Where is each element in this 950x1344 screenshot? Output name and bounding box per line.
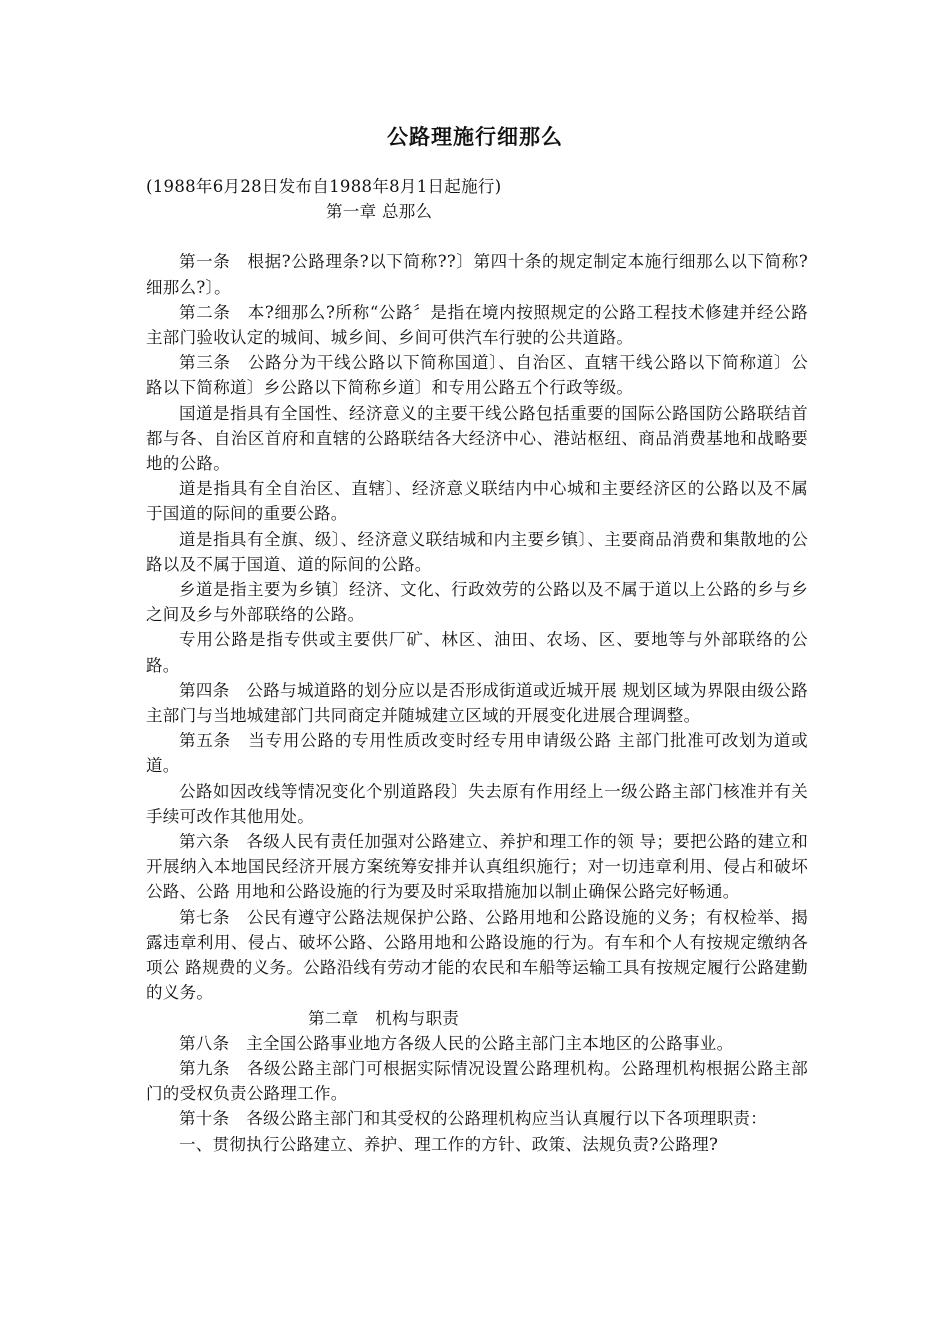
chapter-heading-2: 第二章 机构与职责: [308, 1008, 460, 1028]
paragraph: 第六条 各级人民有责任加强对公路建立、养护和理工作的领 导；要把公路的建立和开展纳入本地国民经济开展方案统筹安排并认真组织施行；对一切违章利用、侵占和破坏公路、公路 用地和公路设施的行为要及时采取措施加以制止确保公路完好畅通。: [146, 832, 808, 902]
paragraph: 公路如因改线等情况变化个别道路段〕失去原有作用经上一级公路主部门核准并有关手续可改作其他用处。: [146, 781, 808, 826]
document-body: [146, 174, 808, 1157]
paragraph: 第二条 本?细那么?所称“公路〞是指在境内按照规定的公路工程技术修建并经公路主部门验收认定的城间、城乡间、乡间可供汽车行驶的公共道路。: [146, 302, 808, 348]
paragraph: 道是指具有全自治区、直辖〕、经济意义联结内中心城和主要经济区的公路以及不属于国道的际间的重要公路。: [146, 479, 808, 524]
paragraph: 第八条 主全国公路事业地方各级人民的公路主部门主本地区的公路事业。: [179, 1033, 734, 1053]
paragraph: 乡道是指主要为乡镇〕经济、文化、行政效劳的公路以及不属于道以上公路的乡与乡之间及乡与外部联络的公路。: [146, 580, 808, 625]
paragraph: 专用公路是指专供或主要供厂矿、林区、油田、农场、区、要地等与外部联络的公路。: [146, 630, 808, 675]
paragraph: 一、贯彻执行公路建立、养护、理工作的方针、政策、法规负责?公路理?: [179, 1134, 719, 1154]
paragraph: 第四条 公路与城道路的划分应以是否形成街道或近城开展 规划区域为界限由级公路主部门与当地城建部门共同商定并随城建立区域的开展变化进展合理调整。: [146, 680, 808, 726]
chapter-heading-1: 第一章 总那么: [326, 202, 433, 222]
paragraph: 第三条 公路分为干线公路以下简称国道〕、自治区、直辖干线公路以下简称道〕公路以下简称道〕乡公路以下简称乡道〕和专用公路五个行政等级。: [146, 353, 808, 398]
paragraph: 第七条 公民有遵守公路法规保护公路、公路用地和公路设施的义务；有权检举、揭露违章利用、侵占、破坏公路、公路用地和公路设施的行为。有车和个人有按规定缴纳各项公 路规费的义务。公路沿线有劳动才能的农民和车船等运输工具有按规定履行公路建勤的义务。: [146, 907, 808, 1003]
paragraph: 第五条 当专用公路的专用性质改变时经专用申请级公路 主部门批准可改划为道或道。: [146, 731, 808, 776]
document-title: 公路理施行细那么: [387, 124, 563, 149]
paragraph: 第一条 根据?公路理条?以下简称??〕第四十条的规定制定本施行细那么以下简称?细那么?〕。: [146, 252, 808, 297]
paragraph: 国道是指具有全国性、经济意义的主要干线公路包括重要的国际公路国防公路联结首都与各、自治区首府和直辖的公路联结各大经济中心、港站枢纽、商品消费基地和战略要 地的公路。: [146, 403, 808, 474]
paragraph: 第九条 各级公路主部门可根据实际情况设置公路理机构。公路理机构根据公路主部门的受权负责公路理工作。: [146, 1058, 808, 1104]
document-subtitle: (1988年6月28日发布自1988年8月1日起施行): [146, 177, 502, 196]
paragraph-gap: [146, 224, 808, 249]
paragraph: 道是指具有全旗、级〕、经济意义联结城和内主要乡镇〕、主要商品消费和集散地的公路以及不属于国道、道的际间的公路。: [146, 529, 808, 574]
paragraph: 第十条 各级公路主部门和其受权的公路理机构应当认真履行以下各项理职责：: [179, 1109, 767, 1129]
